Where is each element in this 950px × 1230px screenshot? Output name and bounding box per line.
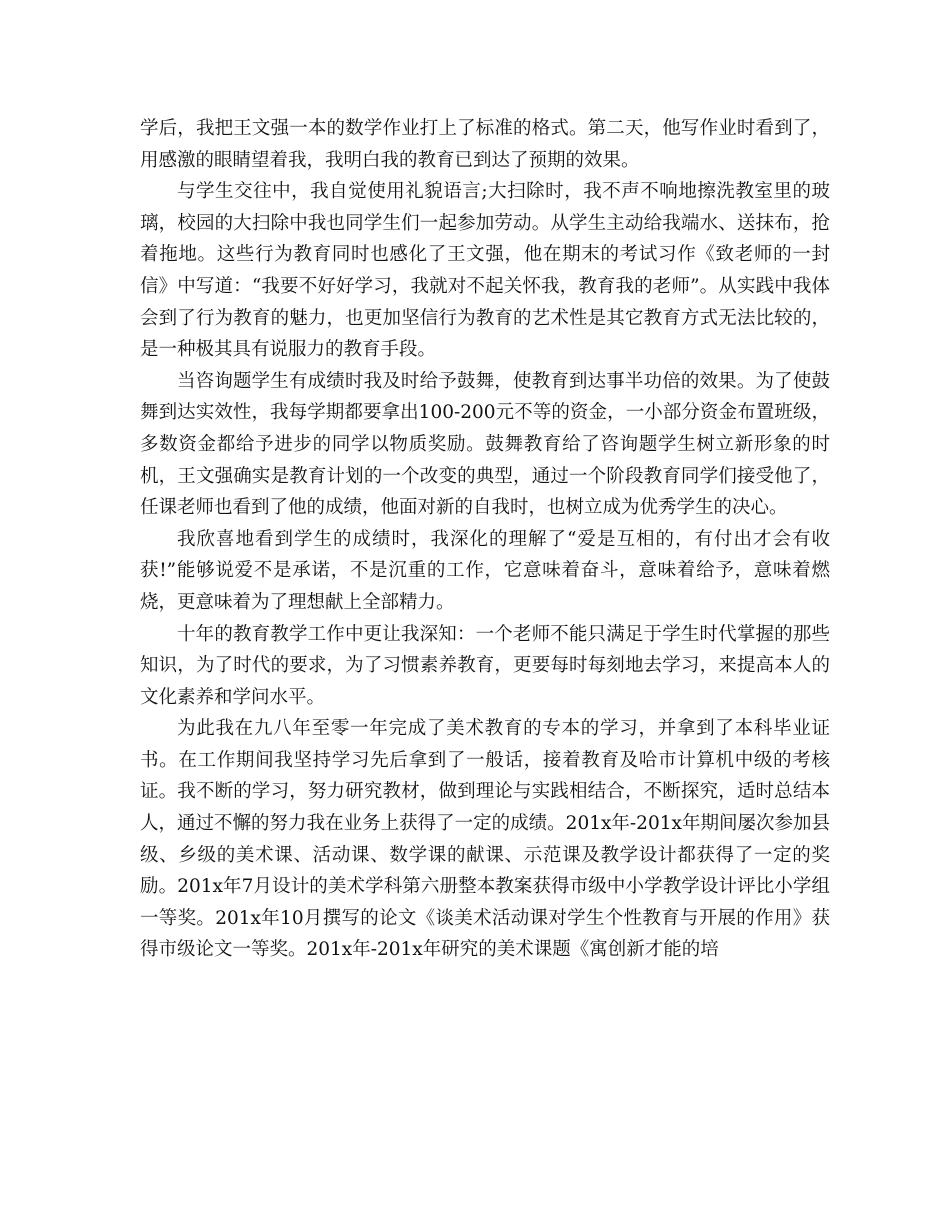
paragraph-3: 当咨询题学生有成绩时我及时给予鼓舞，使教育到达事半功倍的效果。为了使鼓舞到达实效性，我每学期都要拿出100-200元不等的资金，一小部分资金布置班级，多数资金都给予进步的同学以物质奖励。鼓舞教育给了咨询题学生树立新形象的时机，王文强确实是教育计划的一个改变的典型，通过一个阶段教育同学们接受他了，任课老师也看到了他的成绩，他面对新的自我时，也树立成为优秀学生的决心。 — [140, 370, 830, 519]
paragraph-6: 为此我在九八年至零一年完成了美术教育的专本的学习，并拿到了本科毕业证书。在工作期间我坚持学习先后拿到了一般话，接着教育及哈市计算机中级的考核证。我不断的学习，努力研究教材，做到理论与实践相结合，不断探究，适时总结本人，通过不懈的努力我在业务上获得了一定的成绩。201x年-201x年期间屡次参加县级、乡级的美术课、活动课、数学课的献课、示范课及教学设计都获得了一定的奖励。201x年7月设计的美术学科第六册整本教案获得市级中小学教学设计评比小学组一等奖。201x年10月撰写的论文《谈美术活动课对学生个性教育与开展的作用》获得市级论文一等奖。201x年-201x年研究的美术课题《寓创新才能的培 — [140, 718, 830, 961]
paragraph-2: 与学生交往中，我自觉使用礼貌语言;大扫除时，我不声不响地擦洗教室里的玻璃，校园的大扫除中我也同学生们一起参加劳动。从学生主动给我端水、送抹布，抢着拖地。这些行为教育同时也感化了王文强，他在期末的考试习作《致老师的一封信》中写道：“我要不好好学习，我就对不起关怀我，教育我的老师”。从实践中我体会到了行为教育的魅力，也更加坚信行为教育的艺术性是其它教育方式无法比较的，是一种极其具有说服力的教育手段。 — [140, 181, 830, 361]
paragraph-5: 十年的教育教学工作中更让我深知：一个老师不能只满足于学生时代掌握的那些知识，为了时代的要求，为了习惯素养教育，更要每时每刻地去学习，来提高本人的文化素养和学问水平。 — [140, 623, 830, 708]
paragraph-1: 学后，我把王文强一本的数学作业打上了标准的格式。第二天，他写作业时看到了，用感激的眼睛望着我，我明白我的教育已到达了预期的效果。 — [140, 118, 830, 171]
paragraph-4: 我欣喜地看到学生的成绩时，我深化的理解了“爱是互相的，有付出才会有收获!”能够说爱不是承诺，不是沉重的工作，它意味着奋斗，意味着给予，意味着燃烧，更意味着为了理想献上全部精力。 — [140, 528, 830, 613]
